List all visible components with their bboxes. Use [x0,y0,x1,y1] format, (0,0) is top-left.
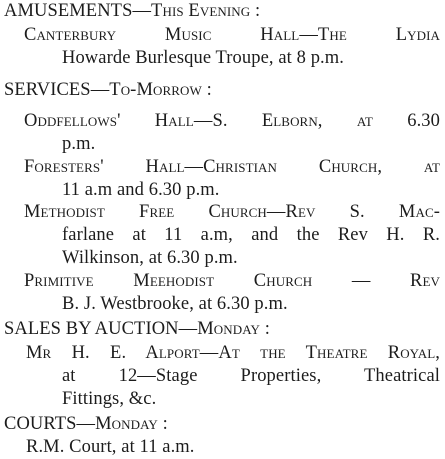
entry-oddfellows-line-1: Oddfellows' Hall—S. Elborn, at 6.30 [24,111,440,131]
entry-canterbury-line-2: Howarde Burlesque Troupe, at 8 p.m. [62,48,344,68]
entry-methodist-line-1: Methodist Free Church—Rev S. Mac- [24,202,440,222]
entry-alport-line-3: Fittings, &c. [62,389,157,409]
entry-primitive-line-2: B. J. Westbrooke, at 6.30 p.m. [62,294,288,314]
entry-foresters-line-1: Foresters' Hall—Christian Church, at [24,157,440,177]
entry-canterbury-line-1: Canterbury Music Hall—The Lydia [24,25,440,45]
entry-primitive-line-1: Primitive Meehodist Church — Rev [24,271,440,291]
entry-alport-line-1: Mr H. E. Alport—At the Theatre Royal, [26,343,440,363]
section-heading-courts: COURTS—Monday : [4,414,168,434]
entry-rm-court-line-1: R.M. Court, at 11 a.m. [26,437,195,457]
section-heading-sales: SALES BY AUCTION—Monday : [4,319,270,339]
section-heading-amusements: AMUSEMENTS—This Evening : [4,1,261,21]
entry-methodist-line-3: Wilkinson, at 6.30 p.m. [62,248,238,268]
entry-methodist-line-2: farlane at 11 a.m, and the Rev H. R. [62,225,440,245]
entry-oddfellows-line-2: p.m. [62,134,96,154]
entry-foresters-line-2: 11 a.m and 6.30 p.m. [62,180,220,200]
entry-alport-line-2: at 12—Stage Properties, Theatrical [62,366,440,386]
section-heading-services: SERVICES—To-Morrow : [4,80,212,100]
